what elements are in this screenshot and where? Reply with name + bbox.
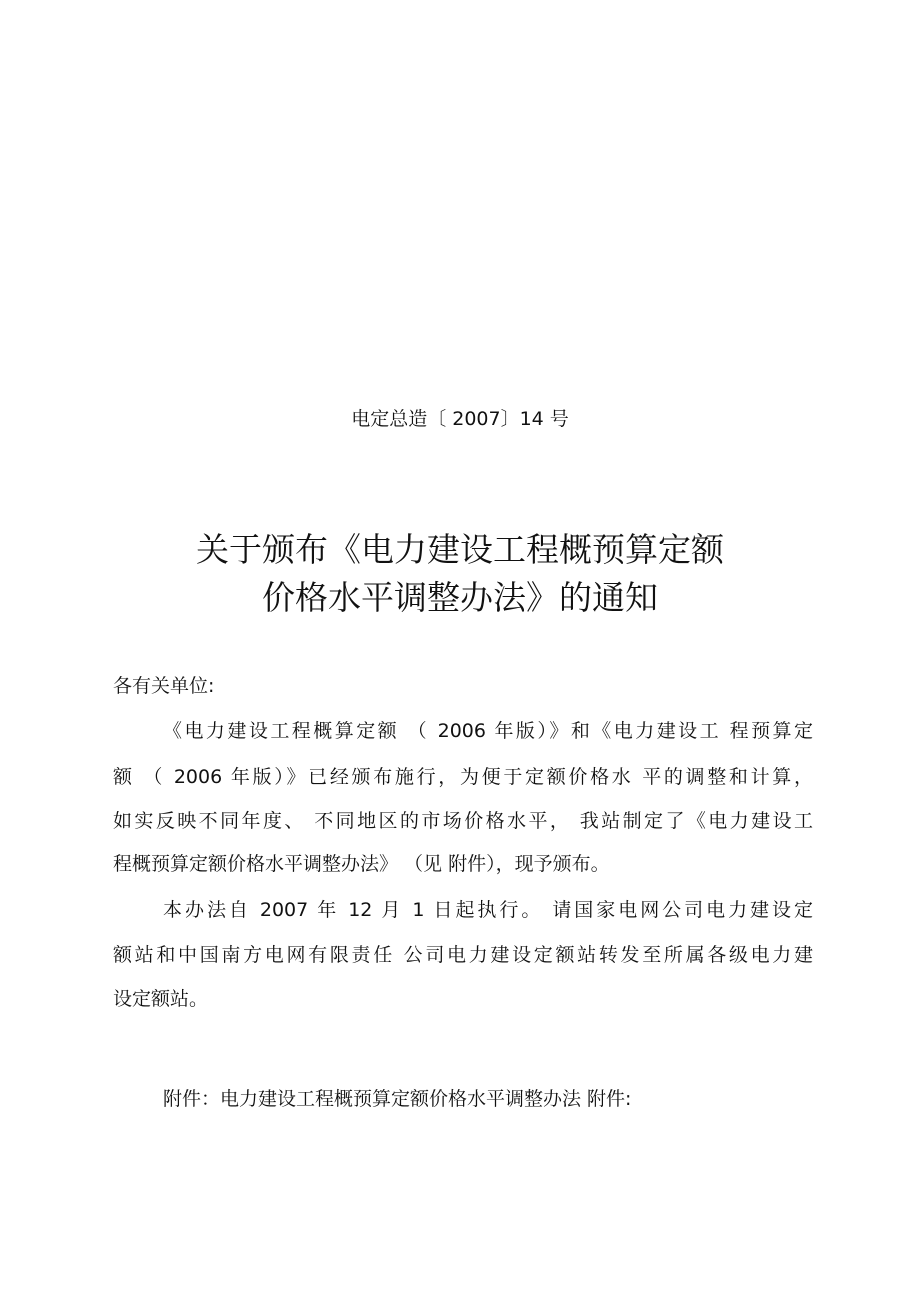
- paragraph-1-line-3: 如实反映不同年度、 不同地区的市场价格水平， 我站制定了《电力建设工: [113, 810, 813, 832]
- document-number: 电定总造〔 2007〕14 号: [351, 408, 569, 430]
- document-title: [0, 526, 920, 622]
- paragraph-2-line-1: 本办法自 2007 年 12 月 1 日起执行。 请国家电网公司电力建设定: [163, 899, 813, 921]
- salutation: 各有关单位:: [113, 675, 215, 697]
- attachment-note: 附件：电力建设工程概预算定额价格水平调整办法 附件:: [163, 1088, 632, 1110]
- paragraph-2-line-2: 额站和中国南方电网有限责任 公司电力建设定额站转发至所属各级电力建: [113, 944, 813, 966]
- paragraph-2-line-3: 设定额站。: [113, 988, 209, 1010]
- paragraph-1-line-2: 额 （ 2006 年版）》已经颁布施行，为便于定额价格水 平的调整和计算，: [113, 766, 813, 788]
- paragraph-1-line-4: 程概预算定额价格水平调整办法》 （见 附件），现予颁布。: [113, 853, 610, 875]
- paragraph-1-line-1: 《电力建设工程概算定额 （ 2006 年版）》和《电力建设工 程预算定: [163, 720, 813, 742]
- title-line-2: 价格水平调整办法》的通知: [262, 578, 658, 617]
- title-line-1: 关于颁布《电力建设工程概预算定额: [196, 530, 724, 569]
